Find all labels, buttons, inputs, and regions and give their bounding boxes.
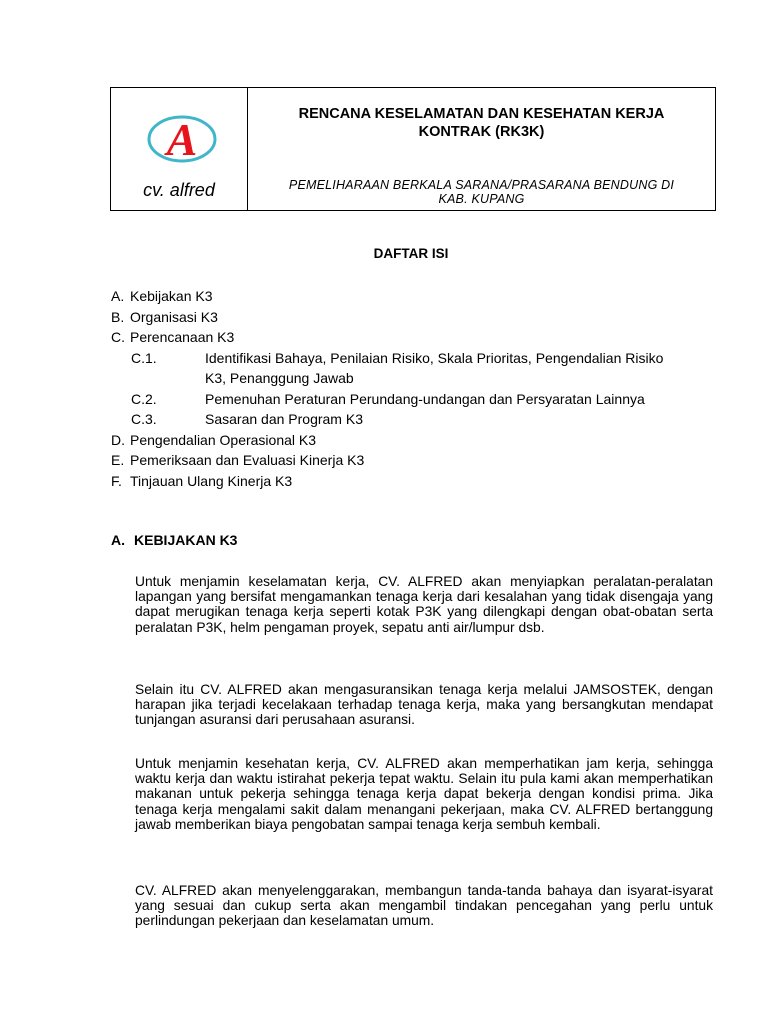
toc-sub-item-text: [205, 348, 721, 389]
toc-sub-item: [111, 389, 721, 410]
toc-item-letter: E.: [111, 452, 125, 468]
project-title-line2: KAB. KUPANG: [438, 192, 525, 206]
toc-item: [111, 430, 721, 451]
toc-item-letter: A.: [111, 288, 125, 304]
toc-item-letter: B.: [111, 308, 125, 325]
body-paragraph: Selain itu CV. ALFRED akan mengasuransikan tenaga kerja melalui JAMSOSTEK, dengan harapan jika terjadi kecelakaan terhadap tenaga kerja, maka yang bersangkutan mendapat tunjangan asuransi dari perusahaan asuransi.: [135, 682, 713, 728]
toc-item: [111, 450, 721, 471]
toc-item: [111, 327, 721, 348]
toc-item-letter: D.: [111, 431, 125, 448]
toc-item-letter: F.: [111, 472, 122, 489]
document-title: [258, 105, 705, 141]
toc-sub-item-number: C.2.: [131, 390, 157, 407]
document-header-table: [110, 87, 716, 211]
toc-item: [111, 307, 721, 328]
toc-heading: DAFTAR ISI: [373, 246, 449, 261]
toc-item-text: Organisasi K3: [130, 308, 218, 325]
toc-sub-item-text: Sasaran dan Program K3: [205, 411, 363, 427]
toc-item-text: Pemeriksaan dan Evaluasi Kinerja K3: [130, 452, 365, 468]
toc-item-text: Kebijakan K3: [130, 288, 213, 304]
table-of-contents: [111, 286, 721, 491]
toc-sub-item-line: K3, Penanggung Jawab: [205, 370, 354, 386]
toc-item-text: Pengendalian Operasional K3: [130, 431, 317, 448]
toc-sub-item: [111, 409, 721, 430]
toc-sub-item-text: Pemenuhan Peraturan Perundang-undangan dan Persyaratan Lainnya: [205, 390, 645, 407]
toc-item-letter: C.: [111, 329, 125, 345]
logo-letter: A: [166, 114, 198, 165]
project-title: [258, 178, 705, 206]
company-name: cv. alfred: [143, 180, 215, 200]
company-logo: [144, 108, 220, 168]
toc-item: [111, 286, 721, 307]
project-title-line1: PEMELIHARAAN BERKALA SARANA/PRASARANA BENDUNG DI: [288, 178, 675, 192]
title-cell: [248, 88, 715, 210]
body-paragraph: Untuk menjamin keselamatan kerja, CV. ALFRED akan menyiapkan peralatan-peralatan lapangan yang bersifat mengamankan tenaga kerja dari kesalahan yang tidak disengaja yang dapat merugikan tenaga kerja seperti kotak P3K yang dilengkapi dengan obat-obatan serta peralatan P3K, helm pengaman proyek, sepatu anti air/lumpur dsb.: [135, 574, 713, 635]
document-title-line2: KONTRAK (RK3K): [418, 124, 545, 140]
section-title: KEBIJAKAN K3: [134, 532, 238, 548]
logo-cell: [111, 88, 248, 210]
toc-sub-item: [111, 348, 721, 389]
section-heading: [111, 532, 237, 548]
body-paragraph: Untuk menjamin kesehatan kerja, CV. ALFRED akan memperhatikan jam kerja, sehingga waktu kerja dan waktu istirahat pekerja tepat waktu. Selain itu pula kami akan memperhatikan makanan untuk pekerja sehingga tenaga kerja dapat bekerja dengan kondisi prima. Jika tenaga kerja mengalami sakit dalam menangani pekerjaan, maka CV. ALFRED bertanggung jawab memberikan biaya pengobatan sampai tenaga kerja sembuh kembali.: [135, 756, 713, 832]
body-paragraph: CV. ALFRED akan menyelenggarakan, membangun tanda-tanda bahaya dan isyarat-isyarat yang sesuai dan cukup serta akan mengambil tindakan pencegahan yang perlu untuk perlindungan pekerjaan dan keselamatan umum.: [135, 883, 713, 929]
toc-sub-item-number: C.3.: [131, 411, 157, 427]
document-title-line1: RENCANA KESELAMATAN DAN KESEHATAN KERJA: [298, 106, 665, 122]
section-letter: A.: [111, 532, 125, 548]
toc-item-text: Perencanaan K3: [130, 329, 235, 345]
toc-sub-item-line: Identifikasi Bahaya, Penilaian Risiko, Skala Prioritas, Pengendalian Risiko: [205, 349, 664, 366]
toc-item-text: Tinjauan Ulang Kinerja K3: [130, 472, 293, 489]
toc-item: [111, 471, 721, 492]
toc-sub-item-number: C.1.: [131, 349, 157, 366]
